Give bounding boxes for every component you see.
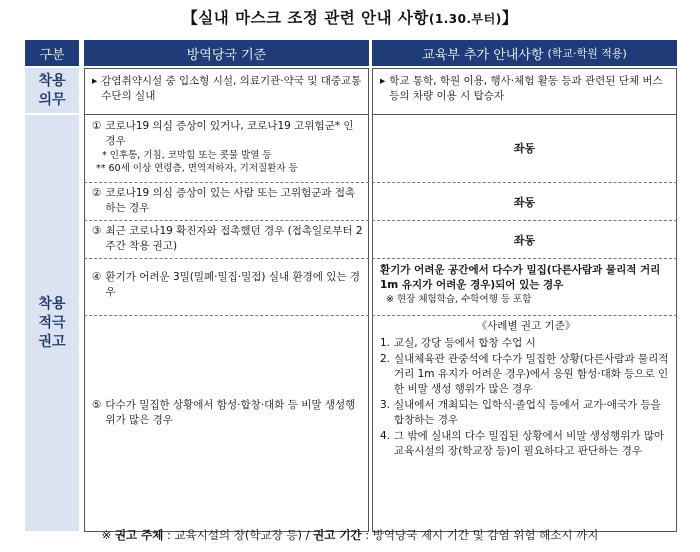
header-education-sub: (학교·학원 적용) <box>547 47 627 60</box>
item4-text: 환기가 어려운 3밀(밀폐·밀집·밀접) 실내 환경에 있는 경우 <box>105 271 360 298</box>
divider <box>372 220 677 221</box>
divider <box>84 182 369 183</box>
header-education <box>372 40 677 66</box>
mandatory-education-text: 학교 통학, 학원 이용, 행사·체험 활동 등과 관련된 단체 버스 등의 차량 이용 시 탑승자 <box>389 75 663 102</box>
header-education-label: 교육부 추가 안내사항 <box>422 47 544 63</box>
case-item-text: 실내체육관 관중석에 다수가 밀집한 상황(다른사람과 물리적 거리 1m 유지가 어려운 경우)에서 응원 함성·대화 등으로 인한 비말 생성 행위가 많은 경우 <box>394 353 669 395</box>
header-quarantine <box>84 40 369 66</box>
title-main: 【실내 마스크 조정 관련 안내 사항 <box>182 9 429 27</box>
item-number: ⑤ <box>92 399 102 411</box>
footer-note <box>0 527 700 543</box>
footer-value-period: : 방역당국 제시 기간 및 감염 위험 해소시 까지 <box>365 528 599 542</box>
item-number: ② <box>92 187 102 199</box>
case-item <box>380 352 672 397</box>
category-recommended <box>25 115 79 532</box>
item2-education-value: 좌동 <box>513 196 536 209</box>
footer-prefix: ※ <box>101 528 112 542</box>
bullet-marker: ▸ <box>380 75 386 87</box>
divider <box>372 315 677 316</box>
title-date: (1.30.부터) <box>428 12 502 26</box>
footer-value-subject: : 교육시설의 장(학교장 등) / <box>167 528 310 542</box>
item-number: ④ <box>92 271 102 283</box>
divider <box>84 220 369 221</box>
item3-quarantine-cell <box>92 224 364 254</box>
document-title <box>0 6 700 28</box>
divider <box>372 258 677 259</box>
footer-label-subject: 권고 주체 <box>114 528 164 542</box>
case-item-text: 그 밖에 실내의 다수 밀집된 상황에서 비말 생성행위가 많아 교육시설의 장(학교장 등)이 필요하다고 판단하는 경우 <box>394 430 665 457</box>
footer-label-period: 권고 기간 <box>313 528 362 542</box>
mandatory-quarantine-text: 감염취약시설 중 입소형 시설, 의료기관·약국 및 대중교통수단의 실내 <box>101 75 362 102</box>
item2-text: 코로나19 의심 증상이 있는 사람 또는 고위험군과 접촉하는 경우 <box>105 187 356 214</box>
category-mandatory-label: 착용 의무 <box>38 72 66 108</box>
mandatory-quarantine-cell <box>92 74 364 104</box>
item1-note1: * 인후통, 기침, 코막힘 또는 콧물 발열 등 <box>102 150 272 161</box>
item5-education-cell <box>380 319 672 459</box>
item-number: ① <box>92 120 102 132</box>
item1-note2: ** 60세 이상 연령층, 면역저하자, 기저질환자 등 <box>96 163 298 174</box>
header-quarantine-label: 방역당국 기준 <box>186 47 267 63</box>
item4-quarantine-cell <box>92 270 364 300</box>
bullet-marker: ▸ <box>92 75 98 87</box>
divider <box>84 114 369 115</box>
case-item-text: 교실, 강당 등에서 합창 수업 시 <box>394 337 536 349</box>
divider <box>372 114 677 115</box>
category-recommended-label: 착용 적극 권고 <box>38 295 66 350</box>
item4-education-cell <box>380 263 672 306</box>
item3-text: 최근 코로나19 확진자와 접촉했던 경우 (접촉일로부터 2주간 착용 권고) <box>105 225 363 252</box>
divider <box>84 258 369 259</box>
item1-education-value: 좌동 <box>513 142 536 155</box>
case-item-number: 2. <box>380 353 391 365</box>
case-item <box>380 398 672 428</box>
item4-education-note: ※ 현장 체험학습, 수학여행 등 포함 <box>386 294 532 305</box>
item5-quarantine-cell <box>92 398 364 428</box>
item-number: ③ <box>92 225 102 237</box>
case-item <box>380 336 672 351</box>
item1-quarantine-cell <box>92 119 364 175</box>
mandatory-education-cell <box>380 74 672 104</box>
header-category <box>25 40 79 66</box>
case-item-number: 1. <box>380 337 391 349</box>
item3-education-value: 좌동 <box>513 234 536 247</box>
category-mandatory <box>25 68 79 114</box>
case-item-text: 실내에서 개최되는 입학식·졸업식 등에서 교가·애국가 등을 합창하는 경우 <box>394 399 661 426</box>
item1-text: 코로나19 의심 증상이 있거나, 코로나19 고위험군* 인 경우 <box>105 120 354 147</box>
item4-education-text: 환기가 어려운 공간에서 다수가 밀집(다른사람과 물리적 거리 1m 유지가 어려운 경우)되어 있는 경우 <box>380 264 661 291</box>
case-item <box>380 429 672 459</box>
header-category-label: 구분 <box>39 47 65 63</box>
divider <box>372 182 677 183</box>
title-end: 】 <box>501 9 518 27</box>
item2-quarantine-cell <box>92 186 364 216</box>
divider <box>84 315 369 316</box>
case-item-number: 3. <box>380 399 391 411</box>
item5-text: 다수가 밀집한 상황에서 함성·합창·대화 등 비말 생성행위가 많은 경우 <box>105 399 356 426</box>
case-item-number: 4. <box>380 430 391 442</box>
case-guidelines-heading: 《사례별 권고 기준》 <box>476 320 576 332</box>
